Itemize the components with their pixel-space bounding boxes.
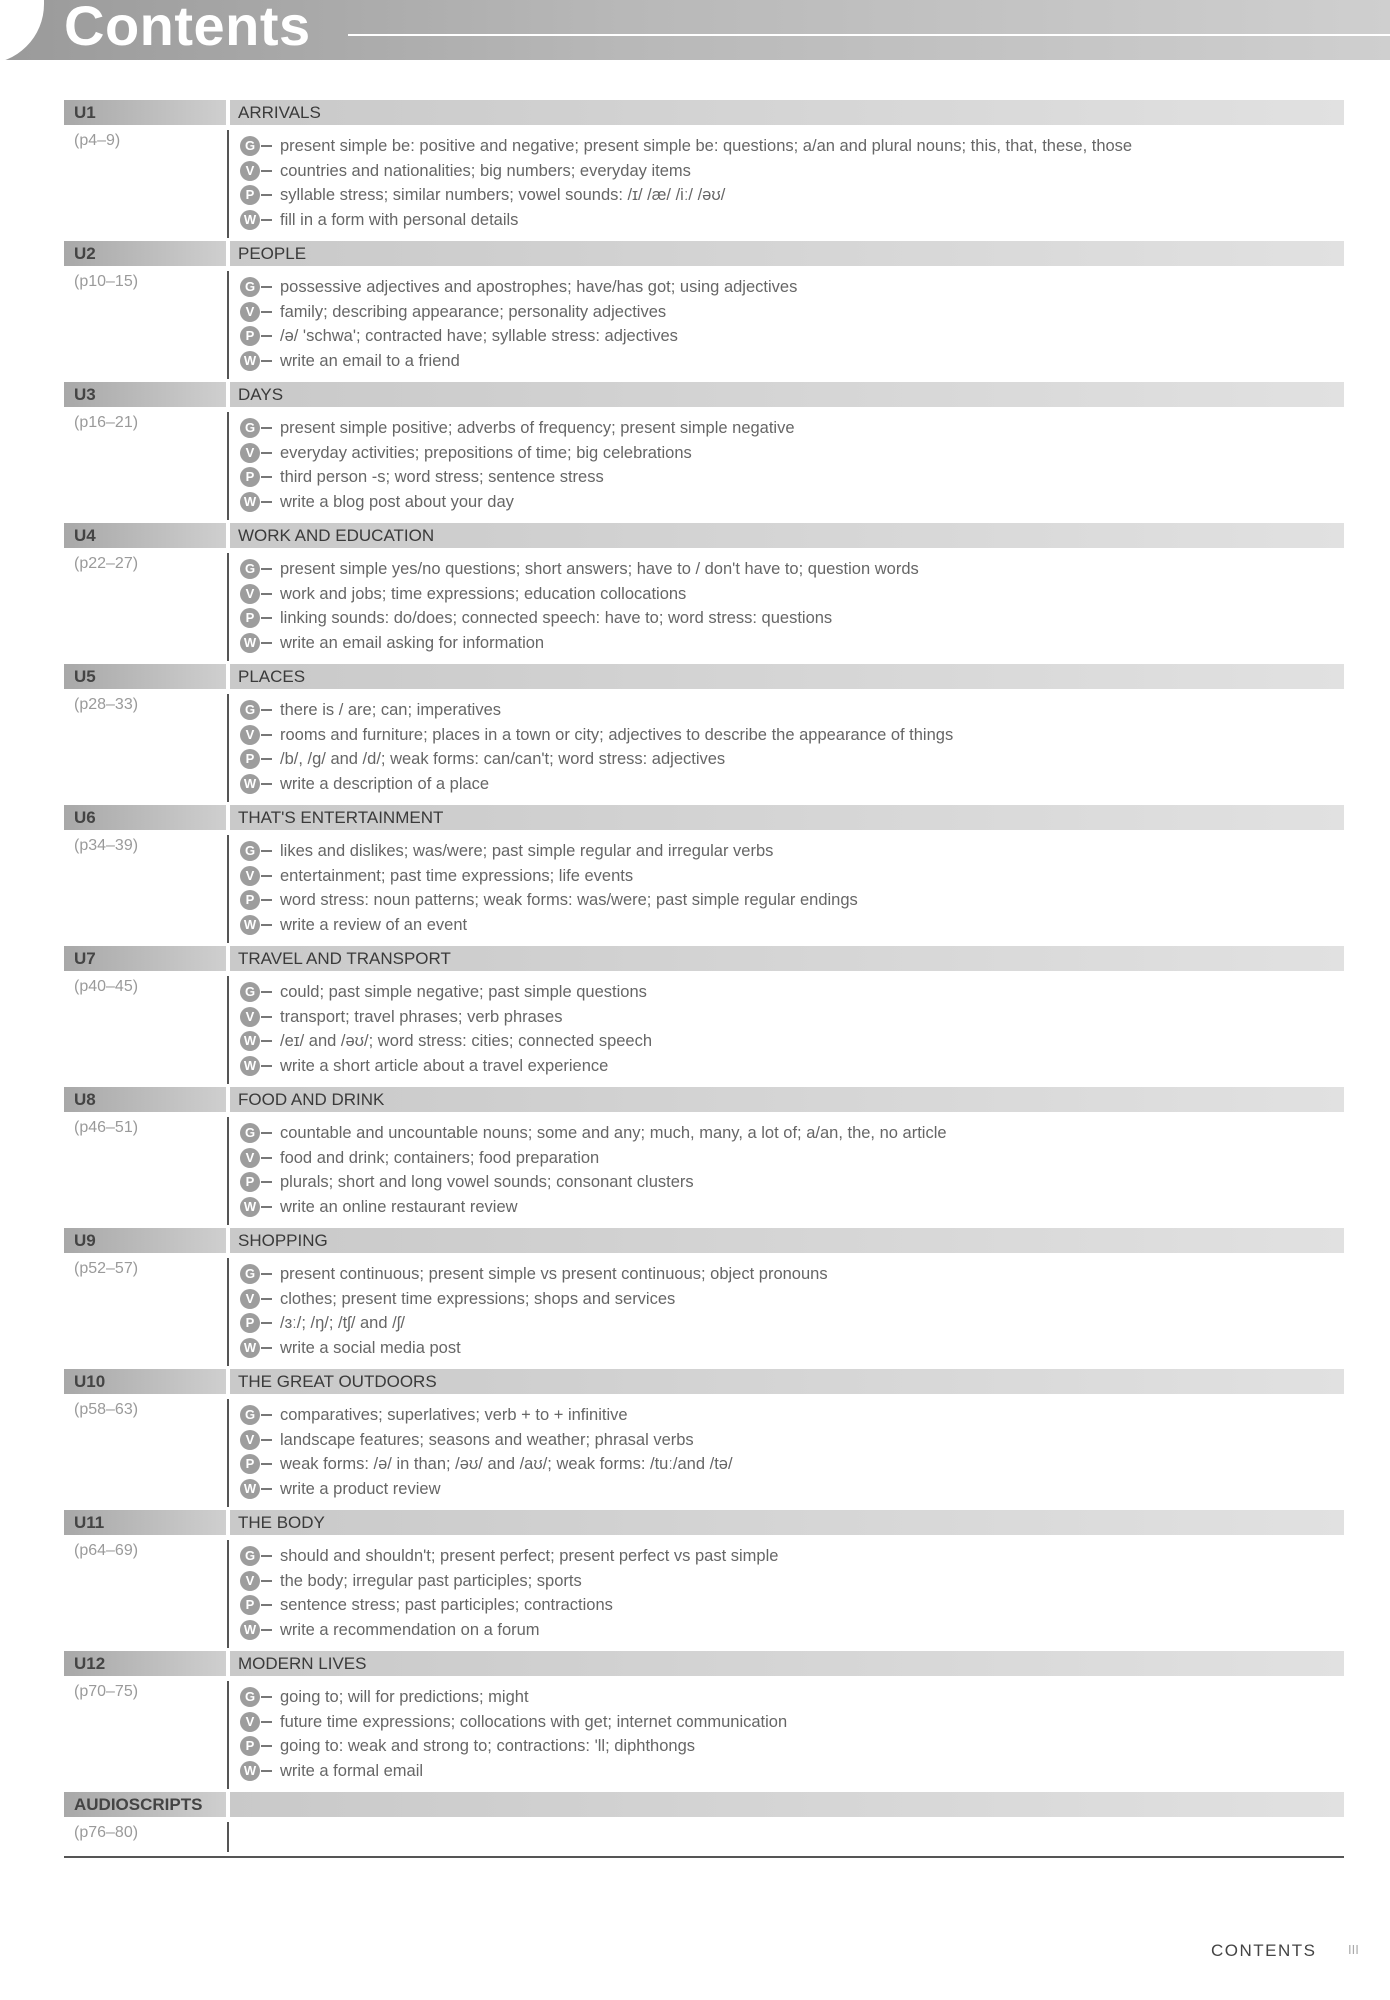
unit-pages: (p76–80) [74,1824,139,1841]
topic-line [240,465,795,490]
unit-title: THAT'S ENTERTAINMENT [230,805,1344,830]
column-divider [227,412,229,520]
dash-connector [261,194,272,196]
topic-text: present simple yes/no questions; short answers; have to / don't have to; question words [280,560,919,578]
unit-pages: (p52–57) [74,1260,139,1277]
topic-line [240,1477,733,1502]
unit-code: U8 [64,1087,226,1112]
skill-badge-icon: V [240,866,260,886]
unit-block [64,805,1344,946]
unit-topic-list [240,1544,778,1642]
skill-badge-icon: P [240,1454,260,1474]
table-bottom-rule [64,1856,1344,1858]
dash-connector [261,219,272,221]
dash-connector [261,286,272,288]
skill-badge-icon: V [240,1571,260,1591]
topic-line [240,913,858,938]
unit-header-band [64,1087,1344,1112]
unit-code: U11 [64,1510,226,1535]
banner-curve-decoration [0,0,44,64]
topic-text: comparatives; superlatives; verb + to + infinitive [280,1406,628,1424]
dash-connector [261,452,272,454]
dash-connector [261,642,272,644]
skill-badge-icon: V [240,161,260,181]
unit-code: U3 [64,382,226,407]
dash-connector [261,1770,272,1772]
topic-line [240,1054,652,1079]
topic-line [240,490,795,515]
skill-badge-icon: W [240,1761,260,1781]
topic-text: write a recommendation on a forum [280,1620,540,1639]
dash-connector [261,991,272,993]
topic-text: transport; travel phrases; verb phrases [280,1007,563,1026]
dash-connector [261,311,272,313]
dash-connector [261,427,272,429]
topic-line [240,1544,778,1569]
topic-line [240,324,797,349]
topic-text: write a description of a place [280,774,490,793]
skill-badge-icon: W [240,351,260,371]
unit-pages: (p70–75) [74,1683,139,1700]
dash-connector [261,875,272,877]
footer-page-number: III [1348,1942,1359,1957]
topic-line [240,1403,733,1428]
unit-block [64,100,1344,241]
skill-badge-icon: G [240,1687,260,1707]
skill-badge-icon: G [240,277,260,297]
unit-header-band [64,241,1344,266]
topic-text: present simple positive; adverbs of frequency; present simple negative [280,419,795,437]
topic-line [240,864,858,889]
unit-title: THE BODY [230,1510,1344,1535]
unit-title: WORK AND EDUCATION [230,523,1344,548]
unit-title [230,1792,1344,1817]
unit-pages: (p10–15) [74,273,139,290]
column-divider [227,694,229,802]
topic-text: going to; will for predictions; might [280,1688,529,1706]
topic-text: rooms and furniture; places in a town or city; adjectives to describe the appearance of things [280,725,954,744]
column-divider [227,271,229,379]
topic-line [240,747,953,772]
dash-connector [261,1414,272,1416]
topic-text: linking sounds: do/does; connected speech: have to; word stress: questions [280,609,833,627]
skill-badge-icon: W [240,774,260,794]
unit-block [64,241,1344,382]
topic-text: fill in a form with personal details [280,210,519,229]
topic-text: food and drink; containers; food preparation [280,1148,600,1167]
topic-line [240,839,858,864]
topic-line [240,1262,828,1287]
topic-line [240,300,797,325]
topic-line [240,275,797,300]
topic-text: write a short article about a travel experience [280,1056,609,1075]
dash-connector [261,501,272,503]
topic-text: write an email asking for information [280,633,545,652]
topic-line [240,557,919,582]
topic-line [240,208,1132,233]
dash-connector [261,709,272,711]
dash-connector [261,1181,272,1183]
dash-connector [261,1439,272,1441]
unit-topic-list [240,839,858,937]
topic-line [240,416,795,441]
dash-connector [261,734,272,736]
unit-topic-list [240,416,795,514]
topic-text: write a formal email [280,1761,424,1780]
topic-line [240,134,1132,159]
topic-line [240,1618,778,1643]
topic-line [240,1685,787,1710]
skill-badge-icon: G [240,1264,260,1284]
topic-line [240,1569,778,1594]
dash-connector [261,1721,272,1723]
column-divider [227,835,229,943]
unit-header-band [64,1792,1344,1817]
topic-text: going to: weak and strong to; contractions: 'll; diphthongs [280,1737,695,1755]
unit-pages: (p64–69) [74,1542,139,1559]
unit-title: DAYS [230,382,1344,407]
skill-badge-icon: G [240,700,260,720]
column-divider [227,1399,229,1507]
topic-text: weak forms: /ə/ in than; /əʊ/ and /aʊ/; weak forms: /tuː/and /tə/ [280,1455,733,1473]
unit-block [64,382,1344,523]
topic-text: countable and uncountable nouns; some and any; much, many, a lot of; a/an, the, no article [280,1124,947,1142]
topic-text: plurals; short and long vowel sounds; consonant clusters [280,1173,694,1191]
dash-connector [261,1132,272,1134]
dash-connector [261,335,272,337]
dash-connector [261,899,272,901]
skill-badge-icon: G [240,982,260,1002]
column-divider [227,1258,229,1366]
skill-badge-icon: P [240,326,260,346]
unit-topic-list [240,134,1132,232]
dash-connector [261,924,272,926]
topic-text: landscape features; seasons and weather; phrasal verbs [280,1430,694,1449]
topic-line [240,1593,778,1618]
unit-title: PEOPLE [230,241,1344,266]
skill-badge-icon: P [240,749,260,769]
topic-line [240,1452,733,1477]
unit-code: U5 [64,664,226,689]
skill-badge-icon: P [240,1172,260,1192]
unit-pages: (p28–33) [74,696,139,713]
skill-badge-icon: G [240,841,260,861]
dash-connector [261,1745,272,1747]
skill-badge-icon: W [240,1620,260,1640]
skill-badge-icon: P [240,1595,260,1615]
topic-text: present continuous; present simple vs present continuous; object pronouns [280,1265,828,1283]
topic-line [240,1146,947,1171]
unit-title: SHOPPING [230,1228,1344,1253]
footer-section-label: CONTENTS [1211,1941,1317,1960]
skill-badge-icon: W [240,1197,260,1217]
topic-line [240,1759,787,1784]
unit-pages: (p46–51) [74,1119,139,1136]
dash-connector [261,593,272,595]
unit-block [64,1087,1344,1228]
column-divider [227,1681,229,1789]
topic-text: write a social media post [280,1338,461,1357]
unit-pages: (p34–39) [74,837,139,854]
unit-topic-list [240,1685,787,1783]
skill-badge-icon: P [240,890,260,910]
unit-title: FOOD AND DRINK [230,1087,1344,1112]
unit-pages: (p40–45) [74,978,139,995]
topic-line [240,1005,652,1030]
contents-table [64,100,1344,1872]
topic-line [240,1734,787,1759]
topic-line [240,1170,947,1195]
column-divider [227,976,229,1084]
topic-line [240,772,953,797]
unit-header-band [64,1369,1344,1394]
dash-connector [261,850,272,852]
dash-connector [261,1555,272,1557]
dash-connector [261,1604,272,1606]
dash-connector [261,1347,272,1349]
column-divider [227,1117,229,1225]
unit-title: PLACES [230,664,1344,689]
topic-line [240,159,1132,184]
skill-badge-icon: V [240,1289,260,1309]
dash-connector [261,1463,272,1465]
topic-text: /b/, /g/ and /d/; weak forms: can/can't; word stress: adjectives [280,750,726,768]
topic-text: could; past simple negative; past simple questions [280,983,647,1001]
dash-connector [261,758,272,760]
unit-code: AUDIOSCRIPTS [64,1792,226,1817]
dash-connector [261,1065,272,1067]
page-title: Contents [64,0,311,57]
topic-line [240,183,1132,208]
dash-connector [261,1580,272,1582]
topic-line [240,723,953,748]
skill-badge-icon: V [240,1148,260,1168]
topic-text: /ɜː/; /ŋ/; /tʃ/ and /ʃ/ [280,1314,405,1332]
skill-badge-icon: G [240,1123,260,1143]
unit-header-band [64,1228,1344,1253]
column-divider [227,1540,229,1648]
topic-text: /eɪ/ and /əʊ/; word stress: cities; connected speech [280,1032,653,1050]
unit-topic-list [240,698,953,796]
topic-text: family; describing appearance; personality adjectives [280,302,667,321]
topic-line [240,1121,947,1146]
unit-pages: (p22–27) [74,555,139,572]
skill-badge-icon: P [240,608,260,628]
unit-pages: (p16–21) [74,414,139,431]
unit-pages: (p58–63) [74,1401,139,1418]
unit-topic-list [240,275,797,373]
unit-topic-list [240,1121,947,1219]
unit-block [64,1510,1344,1651]
topic-text: entertainment; past time expressions; life events [280,866,634,885]
skill-badge-icon: G [240,559,260,579]
unit-title: ARRIVALS [230,100,1344,125]
unit-block [64,1369,1344,1510]
dash-connector [261,783,272,785]
topic-text: should and shouldn't; present perfect; present perfect vs past simple [280,1547,779,1565]
topic-line [240,1195,947,1220]
topic-text: write an email to a friend [280,351,460,370]
topic-line [240,1428,733,1453]
topic-text: there is / are; can; imperatives [280,701,502,719]
unit-code: U4 [64,523,226,548]
dash-connector [261,1488,272,1490]
topic-line [240,1029,652,1054]
unit-header-band [64,664,1344,689]
dash-connector [261,1696,272,1698]
topic-text: syllable stress; similar numbers; vowel sounds: /ɪ/ /æ/ /iː/ /əʊ/ [280,186,726,204]
topic-text: likes and dislikes; was/were; past simple regular and irregular verbs [280,842,774,860]
unit-header-band [64,523,1344,548]
topic-line [240,441,795,466]
skill-badge-icon: P [240,1736,260,1756]
skill-badge-icon: G [240,136,260,156]
dash-connector [261,568,272,570]
unit-title: MODERN LIVES [230,1651,1344,1676]
unit-title: TRAVEL AND TRANSPORT [230,946,1344,971]
topic-text: word stress: noun patterns; weak forms: was/were; past simple regular endings [280,891,858,909]
topic-text: countries and nationalities; big numbers; everyday items [280,161,691,180]
dash-connector [261,1206,272,1208]
skill-badge-icon: W [240,633,260,653]
skill-badge-icon: G [240,1546,260,1566]
unit-code: U12 [64,1651,226,1676]
unit-header-band [64,805,1344,830]
skill-badge-icon: P [240,1313,260,1333]
unit-pages: (p4–9) [74,132,121,149]
topic-text: third person -s; word stress; sentence stress [280,468,604,486]
skill-badge-icon: W [240,492,260,512]
unit-topic-list [240,1262,828,1360]
unit-code: U9 [64,1228,226,1253]
topic-line [240,1336,828,1361]
dash-connector [261,360,272,362]
unit-code: U7 [64,946,226,971]
topic-line [240,1710,787,1735]
skill-badge-icon: V [240,1430,260,1450]
dash-connector [261,1629,272,1631]
skill-badge-icon: W [240,210,260,230]
skill-badge-icon: P [240,185,260,205]
skill-badge-icon: W [240,1338,260,1358]
unit-code: U1 [64,100,226,125]
dash-connector [261,1040,272,1042]
unit-block [64,523,1344,664]
skill-badge-icon: G [240,418,260,438]
topic-line [240,606,919,631]
unit-block [64,664,1344,805]
unit-header-band [64,100,1344,125]
skill-badge-icon: V [240,584,260,604]
topic-text: everyday activities; prepositions of time; big celebrations [280,443,692,462]
topic-line [240,980,652,1005]
dash-connector [261,1298,272,1300]
unit-block [64,1228,1344,1369]
dash-connector [261,1157,272,1159]
topic-line [240,1311,828,1336]
skill-badge-icon: V [240,443,260,463]
dash-connector [261,617,272,619]
dash-connector [261,1016,272,1018]
unit-block [64,1651,1344,1792]
topic-text: future time expressions; collocations with get; internet communication [280,1712,788,1731]
unit-topic-list [240,557,919,655]
unit-title: THE GREAT OUTDOORS [230,1369,1344,1394]
skill-badge-icon: W [240,1479,260,1499]
unit-header-band [64,1651,1344,1676]
skill-badge-icon: V [240,302,260,322]
unit-topic-list [240,1403,733,1501]
topic-text: sentence stress; past participles; contractions [280,1596,613,1614]
topic-line [240,582,919,607]
topic-text: write a product review [280,1479,441,1498]
unit-header-band [64,946,1344,971]
topic-line [240,631,919,656]
skill-badge-icon: V [240,1007,260,1027]
topic-text: work and jobs; time expressions; education collocations [280,584,687,603]
unit-header-band [64,382,1344,407]
dash-connector [261,1322,272,1324]
unit-code: U10 [64,1369,226,1394]
dash-connector [261,145,272,147]
skill-badge-icon: V [240,725,260,745]
topic-text: the body; irregular past participles; sports [280,1571,582,1590]
topic-text: clothes; present time expressions; shops and services [280,1289,676,1308]
dash-connector [261,1273,272,1275]
topic-text: write an online restaurant review [280,1197,518,1216]
skill-badge-icon: P [240,467,260,487]
dash-connector [261,170,272,172]
topic-text: present simple be: positive and negative; present simple be: questions; a/an and plural nouns; this, that, these, those [280,137,1133,155]
topic-text: possessive adjectives and apostrophes; have/has got; using adjectives [280,278,798,296]
topic-line [240,349,797,374]
topic-line [240,888,858,913]
column-divider [227,130,229,238]
topic-text: write a blog post about your day [280,492,514,511]
topic-line [240,698,953,723]
topic-line [240,1287,828,1312]
header-banner [0,0,1390,60]
topic-text: write a review of an event [280,915,468,934]
unit-block [64,1792,1344,1872]
topic-text: /ə/ 'schwa'; contracted have; syllable stress: adjectives [280,327,678,345]
dash-connector [261,476,272,478]
skill-badge-icon: G [240,1405,260,1425]
title-underline [348,34,1390,36]
unit-header-band [64,1510,1344,1535]
skill-badge-icon: V [240,1712,260,1732]
unit-code: U6 [64,805,226,830]
unit-block [64,946,1344,1087]
skill-badge-icon: W [240,1056,260,1076]
unit-code: U2 [64,241,226,266]
unit-topic-list [240,980,652,1078]
skill-badge-icon: W [240,1031,260,1051]
column-divider [227,553,229,661]
column-divider [227,1822,229,1852]
skill-badge-icon: W [240,915,260,935]
